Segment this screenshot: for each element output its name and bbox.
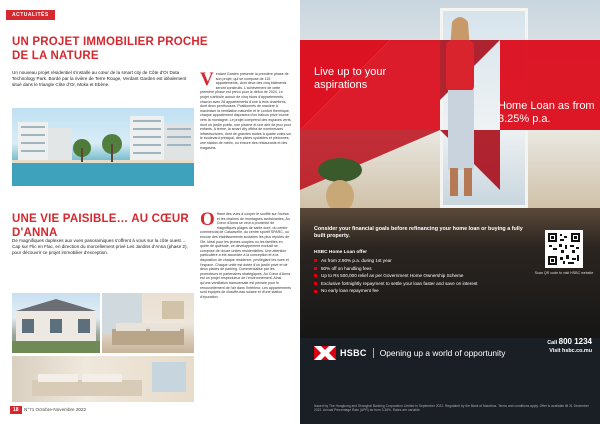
bullet-icon <box>314 282 317 285</box>
article2-photo-interior <box>102 293 194 353</box>
offer-item: 50% off on handling fees <box>314 265 544 273</box>
qr-caption: Scan QR code to visit HSBC website <box>534 271 594 275</box>
article1-body-text: erdant Garden présente la première phase de son projet, qui se compose de 115 appartements, dont deux des cinq bâtiments seront construits. L'achèvement de cette première phase est prévu pour le début de 2024. Le projet s'articule autour de cinq blocs d'appartements, chacun avec 28 appartements d'une à trois chambres, dont deux penthouses. Positionnés de manière à maximiser la ventilation naturelle et le confort thermique, chaque appartement disposera d'un balcon privé tourné vers la montagne. Le projet comprend des espaces verts, dont un jardin public, une piscine et une aire de jeux pour enfants. A terme, la smart city offrira de nombreuses infrastructures, dont de grandes routes à quatre voies sur le boulevard principal, des pistes cyclables et piétonnes, une station de métro, ou encore des restaurants et des magasins. <box>200 72 292 150</box>
article1-title: UN PROJET IMMOBILIER PROCHE DE LA NATURE <box>12 36 208 62</box>
offer-item: Exclusive fortnightly repayment to settle your loan faster and save on interest <box>314 280 544 288</box>
article2-intro: De magnifiques duplexes aux vues panoramiques s'offrent à vous sur la côte ouest… Cap sur Flic en Flac, en direction du morcellement privé Les Jardins d'Anna (phase 2), pour découvrir ce projet immobilier d'exception. <box>12 238 188 256</box>
hsbc-brand-bar <box>314 342 514 364</box>
call-number[interactable]: 800 1234 <box>558 337 592 346</box>
article1-body <box>200 69 292 150</box>
offer-item: No early loan repayment fee <box>314 287 544 295</box>
call-label: Call <box>547 340 558 346</box>
ad-fineprint: Issued by The Hongkong and Shanghai Banking Corporation Limited in September 2022. Regulated by the Bank of Mauritius. Terms and conditions apply. Offer is available till 31 December 2022. Annual Percentage Rate (APR) as from 3.36%. Rates are variable. <box>314 404 589 413</box>
hsbc-logo-icon <box>314 346 336 360</box>
bullet-icon <box>314 290 317 293</box>
article2-photo-bedroom <box>12 356 194 402</box>
article1-photo-residence <box>12 108 194 186</box>
qr-code-icon[interactable] <box>545 230 583 268</box>
brand-tagline: Opening up a world of opportunity <box>379 348 506 358</box>
page-number: 18 <box>10 406 22 414</box>
bullet-icon <box>314 259 317 262</box>
article2-photo-duplexes <box>12 293 100 353</box>
article2-dropcap: O <box>200 209 215 230</box>
section-tag: ACTUALITÉS <box>6 10 55 20</box>
visit-label: Visit <box>549 348 561 354</box>
offer-title: HSBC Home Loan offer <box>314 250 368 255</box>
brand-name: HSBC <box>340 348 374 358</box>
article2-title: UNE VIE PAISIBLE… AU CŒUR D'ANNA <box>12 213 189 239</box>
offer-list <box>314 257 544 295</box>
hsbc-advertisement[interactable] <box>300 0 600 424</box>
ad-headline-right: Home Loan as from 3.25% p.a. <box>498 100 595 125</box>
website-link[interactable]: hsbc.co.mu <box>562 348 592 354</box>
ad-headline-left: Live up to your aspirations <box>314 66 387 91</box>
article1-intro: Un nouveau projet résidentiel s'installe au cœur de la smart city de Côte d'Or Data Technology Park. Bordé par la rivière de Terre Rouge, Verdant Garden est idéalement situé dans le triangle Côte d'Or, Moka et Ebène. <box>12 70 187 88</box>
contact-block <box>520 338 592 355</box>
article1-dropcap: V <box>200 69 214 90</box>
issue-label: N°71 Octobre-Novembre 2022 <box>24 407 87 412</box>
bullet-icon <box>314 267 317 270</box>
article2-body <box>200 209 292 299</box>
ad-body-text: Consider your financial goals before refinancing your home loan or buying a fully built property. <box>314 226 523 239</box>
offer-item: Up to Rs 500,000 relief as per Government Home Ownership Scheme <box>314 272 544 280</box>
bullet-icon <box>314 274 317 277</box>
article2-body-text: ffrant des vues à couper le souffle sur l'océan et les chaînes de montagnes avoisinantes, Au Cœur d'Anna se veut à proximité de magnifiques plages de sable doré, du centre commercial de Cascavelle, du centre sportif SPARC, ou encore des établissements scolaires les plus réputés de l'île. Idéal pour les jeunes couples ou les familles en quête de quiétude, ce développement exclusif se compose de douze unités résidentielles. Une attention particulière a été accordée à la conception et à la disposition de chaque résidence, privilégiant les vues et l'espace. Chaque unité est dotée d'un jardin privé et de deux places de parking. Commercialisé par les promoteurs et partenaires stratégiques, Au Cœur d'Anna est un projet respectueux de l'environnement. Ainsi qu'une ventilation transversale est pensée pour le renouvellement de l'air dans l'intérieur. Les appartements sont équipés de chauffe-eau solaire et d'une station d'épuration. <box>200 212 291 299</box>
offer-item: As from 2.90% p.a. during 1st year <box>314 257 544 265</box>
